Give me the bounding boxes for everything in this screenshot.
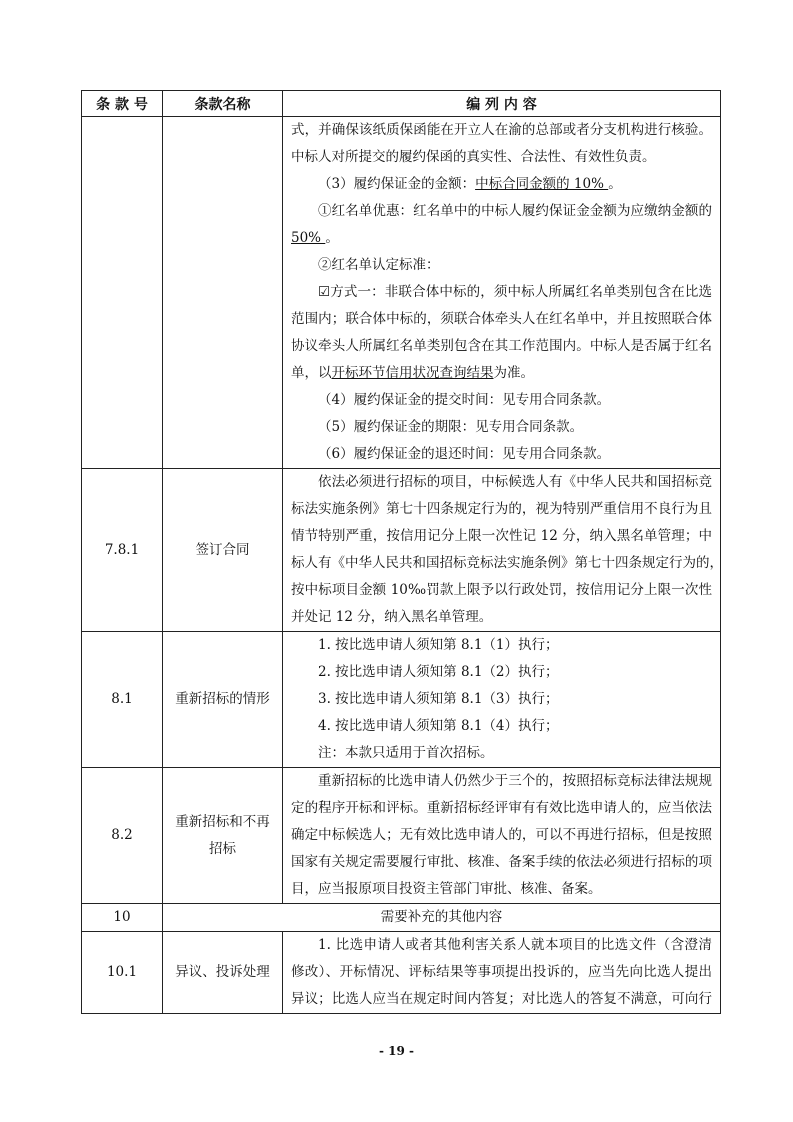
table-row xyxy=(82,932,721,1014)
table-row xyxy=(82,632,721,768)
text-segment: （3）履约保证金的金额： xyxy=(318,176,476,192)
clause-name xyxy=(163,768,283,904)
clause-no: 7.8.1 xyxy=(82,469,163,632)
table-row xyxy=(82,469,721,632)
header-clause-name: 条款名称 xyxy=(163,91,283,117)
clause-name: 重新招标的情形 xyxy=(163,632,283,768)
text-line: 4. 按比选申请人须知第 8.1（4）执行； xyxy=(318,718,559,734)
text-line: 式，并确保该纸质保函能在开立人在渝的总部或者分支机构进行核验。 xyxy=(291,122,712,138)
section-row xyxy=(82,904,721,932)
text-line: 1. 按比选申请人须知第 8.1（1）执行； xyxy=(318,637,559,653)
text-line: 2. 按比选申请人须知第 8.1（2）执行； xyxy=(318,664,559,680)
text-line: 1. 比选申请人或者其他利害关系人就本项目的比选文件（含澄清 xyxy=(318,937,712,953)
clause-no: 10.1 xyxy=(82,932,163,1014)
header-content: 编 列 内 容 xyxy=(283,91,721,117)
clause-name-line: 重新招标和不再 xyxy=(175,813,270,830)
text-line: 修改）、开标情况、评标结果等事项提出投诉的，应当先向比选人提出 xyxy=(291,964,712,980)
clause-content xyxy=(283,932,721,1014)
clause-name: 异议、投诉处理 xyxy=(163,932,283,1014)
clause-name: 签订合同 xyxy=(163,469,283,632)
text-line: 重新招标的比选申请人仍然少于三个的，按照招标竞标法律法规规 xyxy=(318,773,712,789)
text-line: 按中标项目金额 10‰罚款上限予以行政处罚，按信用记分上限一次性 xyxy=(291,582,712,598)
header-clause-no: 条 款 号 xyxy=(82,91,163,117)
text-line: （4）履约保证金的提交时间：见专用合同条款。 xyxy=(318,392,611,408)
text-segment: 。 xyxy=(325,230,339,246)
text-line xyxy=(291,171,712,198)
text-line: 并处记 12 分，纳入黑名单管理。 xyxy=(291,609,493,625)
clause-no: 10 xyxy=(82,904,163,932)
clause-content xyxy=(283,469,721,632)
clause-no: 8.1 xyxy=(82,632,163,768)
clause-no xyxy=(82,117,163,469)
section-title: 需要补充的其他内容 xyxy=(163,904,721,932)
clause-name xyxy=(163,117,283,469)
text-line: 依法必须进行招标的项目，中标候选人有《中华人民共和国招标竞 xyxy=(318,474,712,490)
clause-table xyxy=(81,90,721,1014)
text-line: 标法实施条例》第七十四条规定行为的，视为特别严重信用不良行为且 xyxy=(291,501,712,517)
text-segment: 。 xyxy=(608,176,622,192)
text-line xyxy=(291,225,712,252)
page-number: - 19 - xyxy=(378,1044,414,1058)
text-line: （6）履约保证金的退还时间：见专用合同条款。 xyxy=(318,446,611,462)
clause-no: 8.2 xyxy=(82,768,163,904)
text-line xyxy=(291,360,712,387)
text-line: 3. 按比选申请人须知第 8.1（3）执行； xyxy=(318,691,559,707)
text-segment: 单，以 xyxy=(291,365,332,381)
table-row xyxy=(82,768,721,904)
text-line: 目，应当报原项目投资主管部门审批、核准、备案。 xyxy=(291,881,602,897)
text-line: 中标人对所提交的履约保函的真实性、合法性、有效性负责。 xyxy=(291,149,656,165)
text-line: 定的程序开标和评标。重新招标经评审有有效比选申请人的，应当依法 xyxy=(291,800,712,816)
text-line: 异议；比选人应当在规定时间内答复；对比选人的答复不满意，可向行 xyxy=(291,991,712,1007)
text-line: 确定中标候选人；无有效比选申请人的，可以不再进行招标，但是按照 xyxy=(291,827,712,843)
text-line: ②红名单认定标准： xyxy=(318,257,440,273)
text-line: 注：本款只适用于首次招标。 xyxy=(318,745,494,761)
table-row xyxy=(82,117,721,469)
text-line: 情节特别严重，按信用记分上限一次性记 12 分，纳入黑名单管理；中 xyxy=(291,528,712,544)
text-line: 标人有《中华人民共和国招标竞标法实施条例》第七十四条规定行为的， xyxy=(291,555,723,571)
clause-content xyxy=(283,768,721,904)
underlined-value: 中标合同金额的 10% xyxy=(475,176,609,192)
text-line: 国家有关规定需要履行审批、核准、备案手续的依法必须进行招标的项 xyxy=(291,854,712,870)
text-line: 协议牵头人所属红名单类别包含在其工作范围内。中标人是否属于红名 xyxy=(291,338,712,354)
table-header xyxy=(82,91,721,117)
text-line: ①红名单优惠：红名单中的中标人履约保证金金额为应缴纳金额的 xyxy=(318,203,712,219)
clause-content xyxy=(283,117,721,469)
clause-content xyxy=(283,632,721,768)
text-line: 范围内；联合体中标的，须联合体牵头人在红名单中，并且按照联合体 xyxy=(291,311,712,327)
underlined-value: 开标环节信用状况查询结果 xyxy=(331,365,494,381)
text-segment: 为准。 xyxy=(493,365,534,381)
underlined-value: 50% xyxy=(291,230,326,246)
checked-option-line: ☑方式一：非联合体中标的，须中标人所属红名单类别包含在比选 xyxy=(318,284,712,300)
text-line: （5）履约保证金的期限：见专用合同条款。 xyxy=(318,419,584,435)
clause-name-line: 招标 xyxy=(209,840,236,857)
